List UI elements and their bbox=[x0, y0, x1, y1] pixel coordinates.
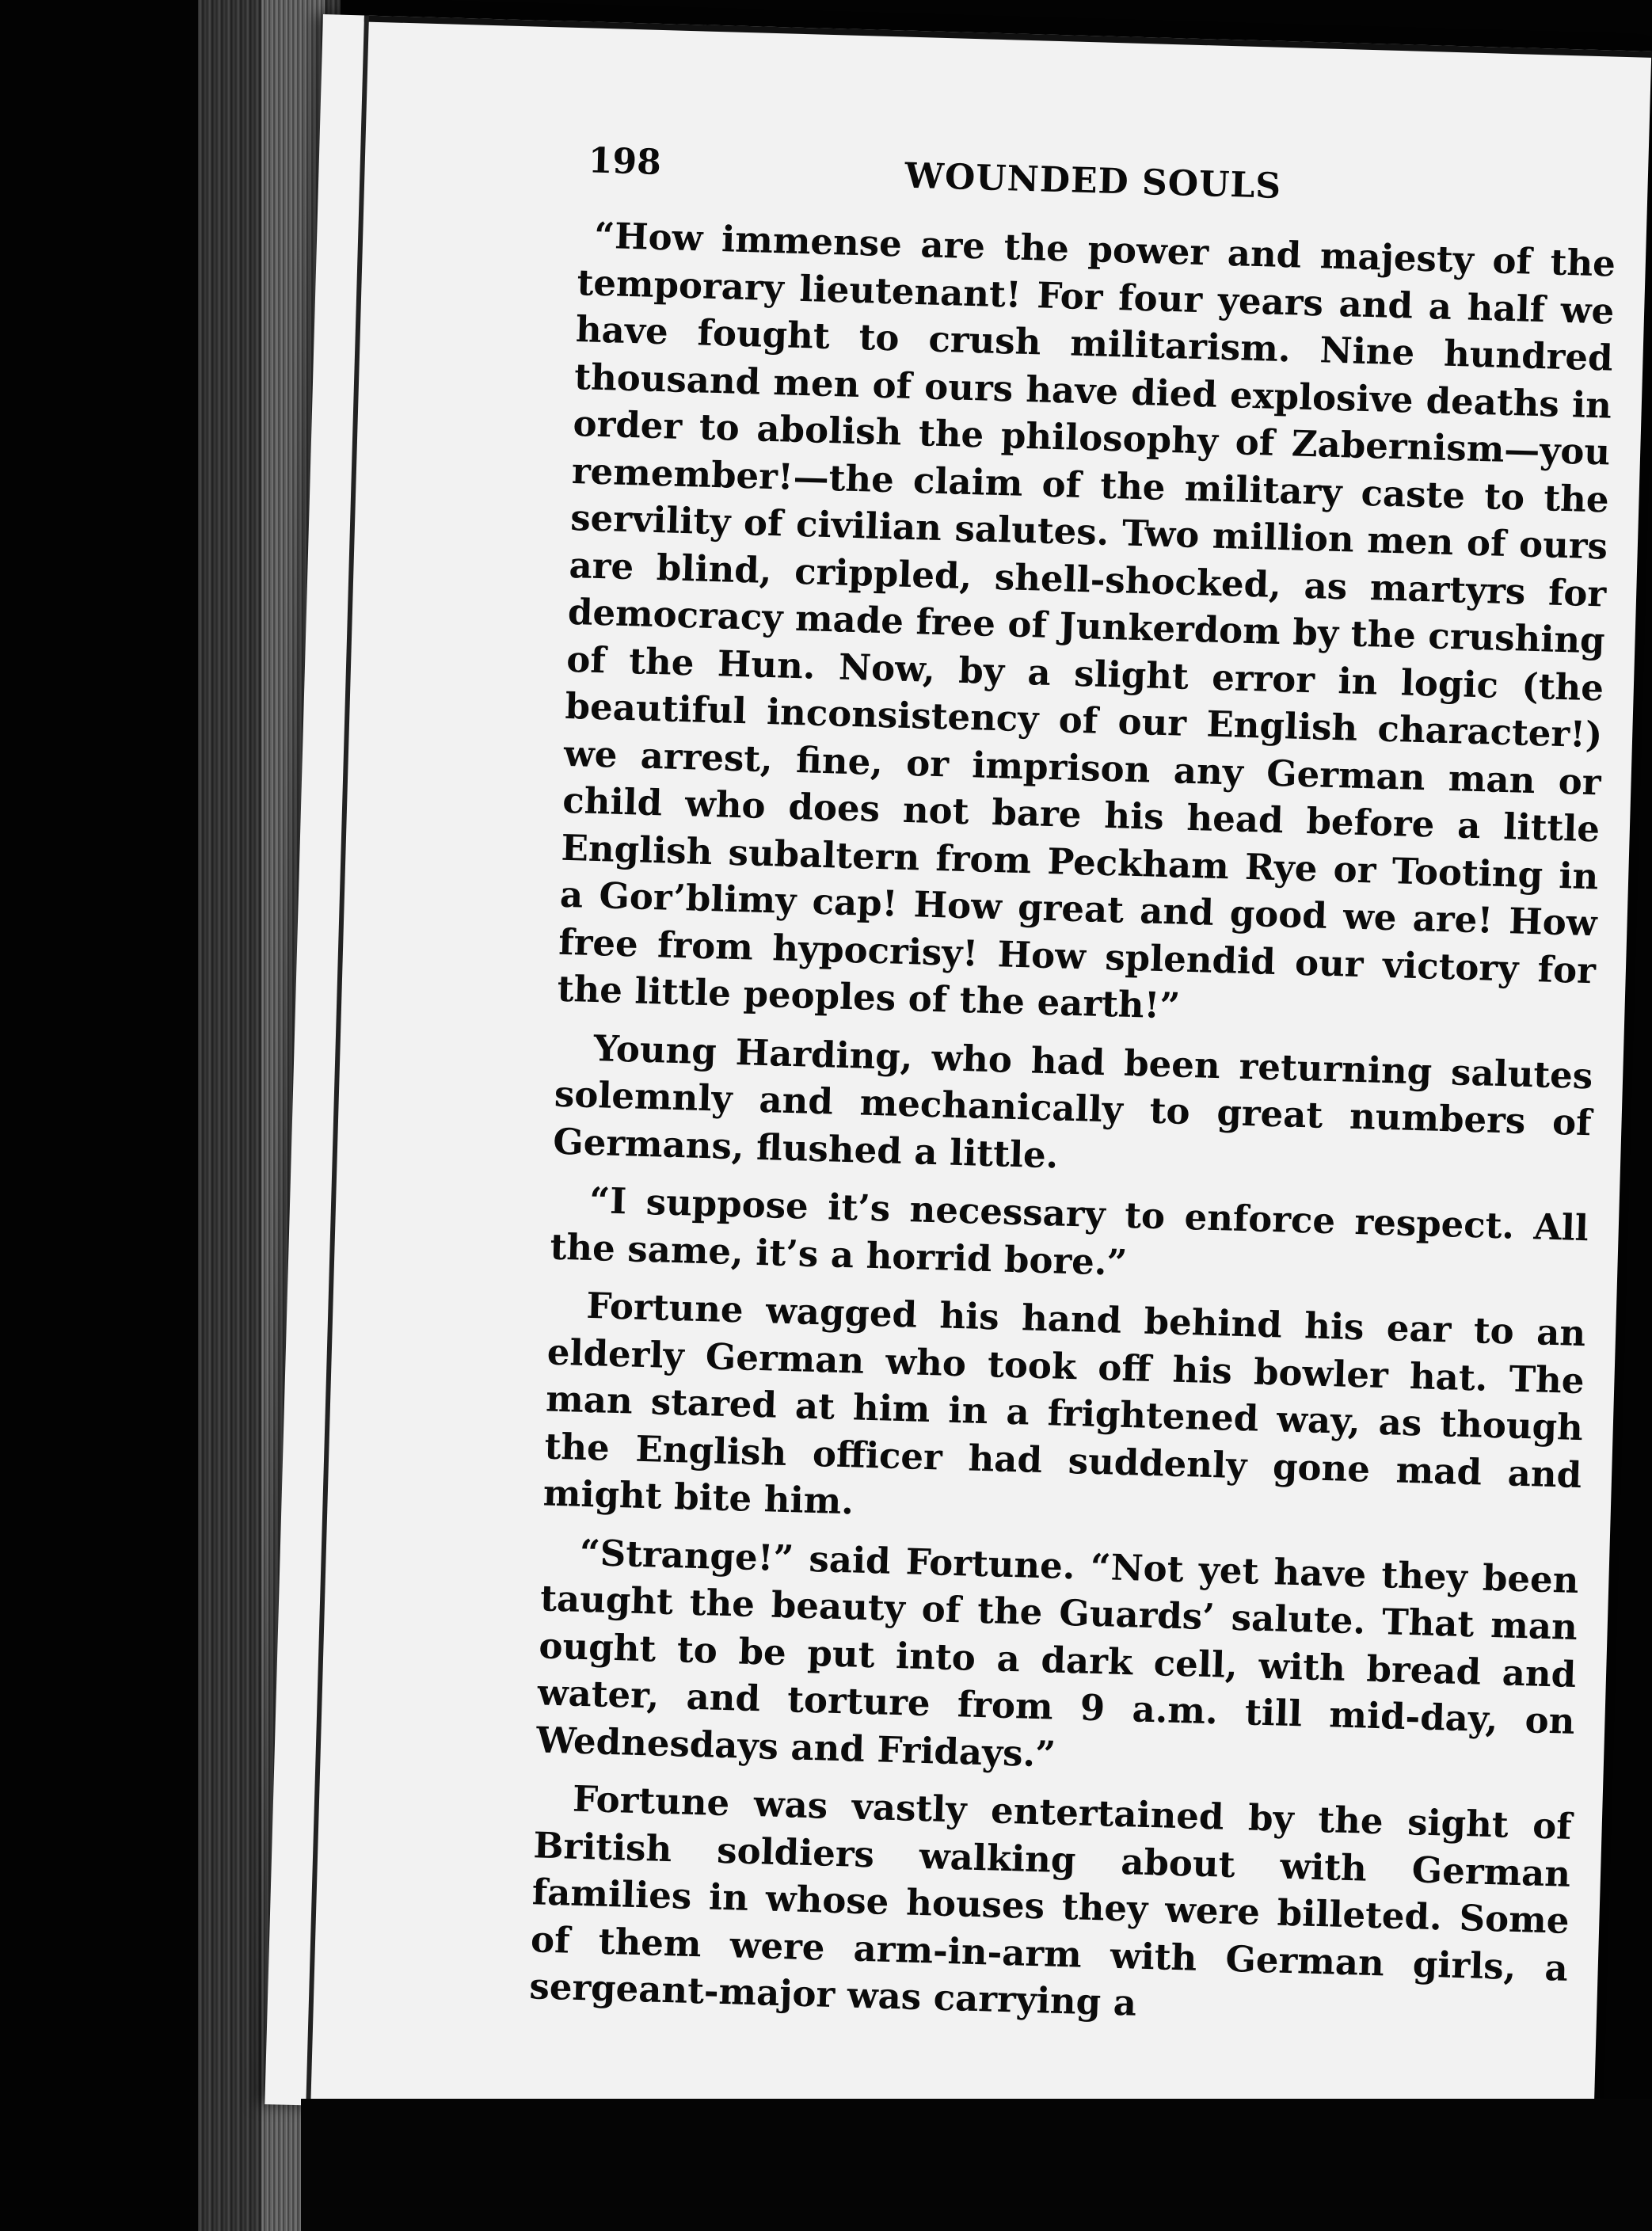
paragraph: “I suppose it’s necessary to enforce respect. All the same, it’s a horrid bore.” bbox=[549, 1178, 1589, 1284]
bottom-shadow bbox=[301, 2099, 1652, 2231]
page-left-edge bbox=[306, 15, 369, 2105]
paragraph: “How immense are the power and majesty of the temporary lieutenant! For four years and a half we have fought to crush militarism. Nine hundred thousand men of ours have died explosive deaths in order to abolish the philosophy of Zabernism—you remember!—the claim of the military caste to the servility of civilian salutes. Two million men of ours are blind, crippled, shell-shocked, as martyrs for democracy made free of Junkerdom by the crushing of the Hun. Now, by a slight error in logic (the beautiful inconsistency of our English character!) we arrest, fine, or imprison any German man or child who does not bare his head before a little English subaltern from Peckham Rye or Tooting in a Gor’blimy cap! How great and good we are! How free from hypocrisy! How splendid our victory for the little peoples of the earth!” bbox=[557, 214, 1616, 1027]
page-header bbox=[588, 140, 1618, 224]
paragraph: Fortune wagged his hand behind his ear to an elderly German who took off his bowler hat. The man stared at him in a frightened way, as though the English officer had suddenly gone mad and might bite him. bbox=[542, 1284, 1586, 1523]
paragraph: “Strange!” said Fortune. “Not yet have they been taught the beauty of the Guards’ salute. That man ought to be put into a dark cell, with bread and water, and torture from 9 a.m. till mid-day, on Wednesdays and Fridays.” bbox=[535, 1531, 1580, 1776]
page-top-edge bbox=[364, 15, 1652, 58]
book-page bbox=[265, 14, 1651, 2142]
paragraph: Fortune was vastly entertained by the sight of British soldiers walking about with German families in whose houses they were billeted. Some of them were arm-in-arm with German girls, a sergeant-major was carrying a bbox=[528, 1777, 1573, 2024]
paragraph: Young Harding, who had been returning salutes solemnly and mechanically to great numbers of Germans, flushed a little. bbox=[552, 1026, 1593, 1176]
running-head: WOUNDED SOULS bbox=[904, 155, 1282, 207]
body-text bbox=[528, 211, 1616, 2050]
page-number: 198 bbox=[588, 140, 662, 183]
